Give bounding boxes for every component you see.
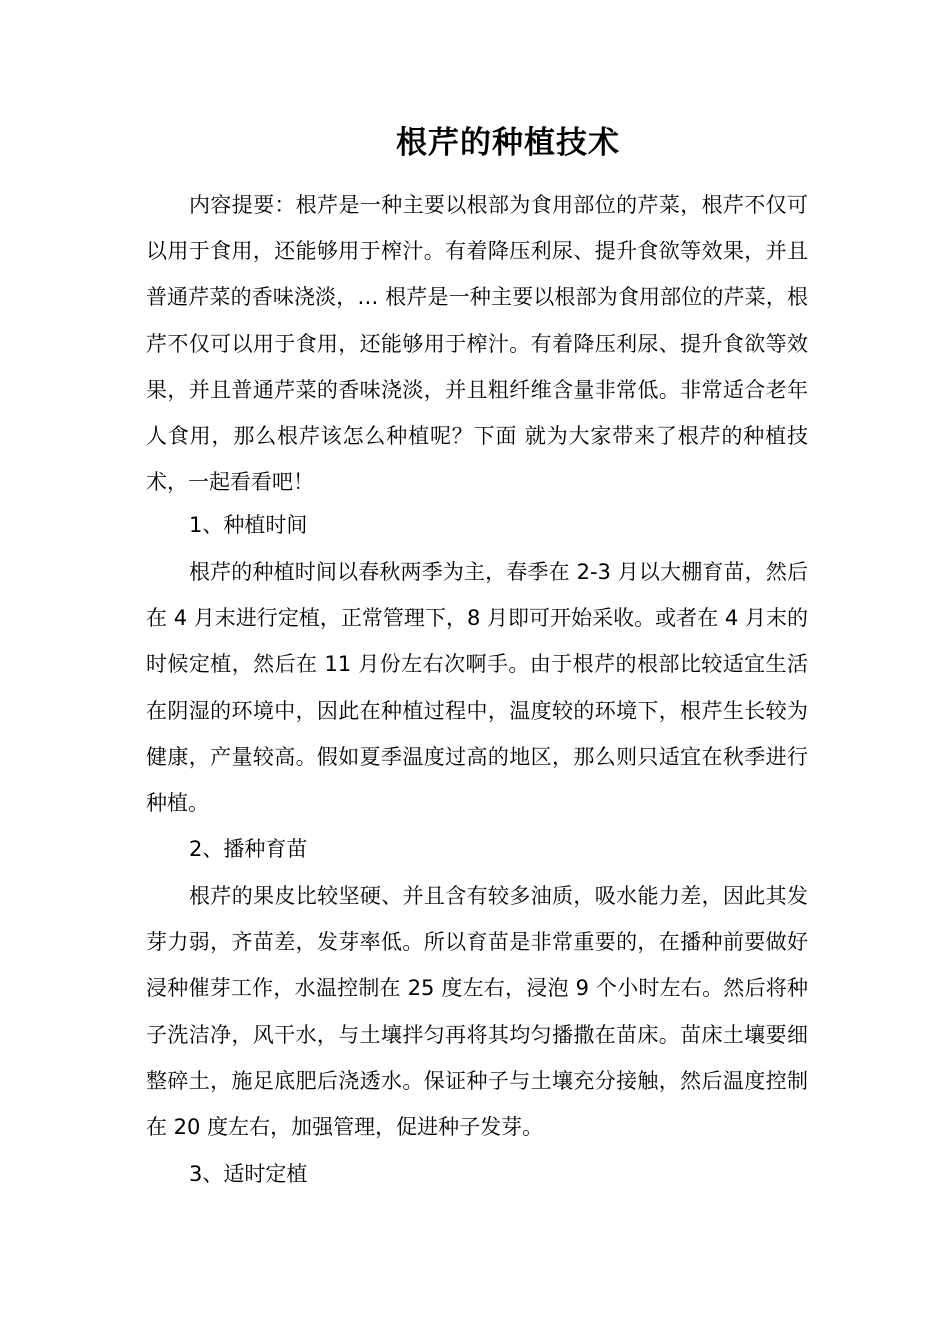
section-heading-planting-time: 1、种植时间	[189, 513, 308, 537]
section-body-planting-time: 根芹的种植时间以春秋两季为主，春季在 2-3 月以大棚育苗，然后在 4 月末进行定植，正常管理下，8 月即可开始采收。或者在 4 月末的时候定植，然后在 11 月份左右次啊手。由于根芹的根部比较适宜生活在阴湿的环境中，因此在种植过程中，温度较的环境下，根芹生长较为健康，产量较高。假如夏季温度过高的地区，那么则只适宜在秋季进行种植。	[146, 560, 808, 816]
section-body-seedling: 根芹的果皮比较坚硬、并且含有较多油质，吸水能力差，因此其发芽力弱，齐苗差，发芽率低。所以育苗是非常重要的，在播种前要做好浸种催芽工作，水温控制在 25 度左右，浸泡 9 个小时左右。然后将种子洗洁净，风干水，与土壤拌匀再将其均匀播撒在苗床。苗床土壤要细整碎土，施足底肥后浇透水。保证种子与土壤充分接触，然后温度控制在 20 度左右，加强管理，促进种子发芽。	[146, 884, 808, 1140]
intro-paragraph: 内容提要：根芹是一种主要以根部为食用部位的芹菜，根芹不仅可以用于食用，还能够用于榨汁。有着降压利尿、提升食欲等效果，并且普通芹菜的香味浇淡，… 根芹是一种主要以根部为食用部位的芹菜，根芹不仅可以用于食用，还能够用于榨汁。有着降压利尿、提升食欲等效果，并且普通芹菜的香味浇淡，并且粗纤维含量非常低。非常适合老年人食用，那么根芹该怎么种植呢？下面 就为大家带来了根芹的种植技术，一起看看吧！	[146, 193, 808, 495]
section-heading-transplant: 3、适时定植	[189, 1162, 308, 1186]
document-title: 根芹的种植技术	[396, 125, 620, 161]
section-heading-seedling: 2、播种育苗	[189, 837, 308, 861]
